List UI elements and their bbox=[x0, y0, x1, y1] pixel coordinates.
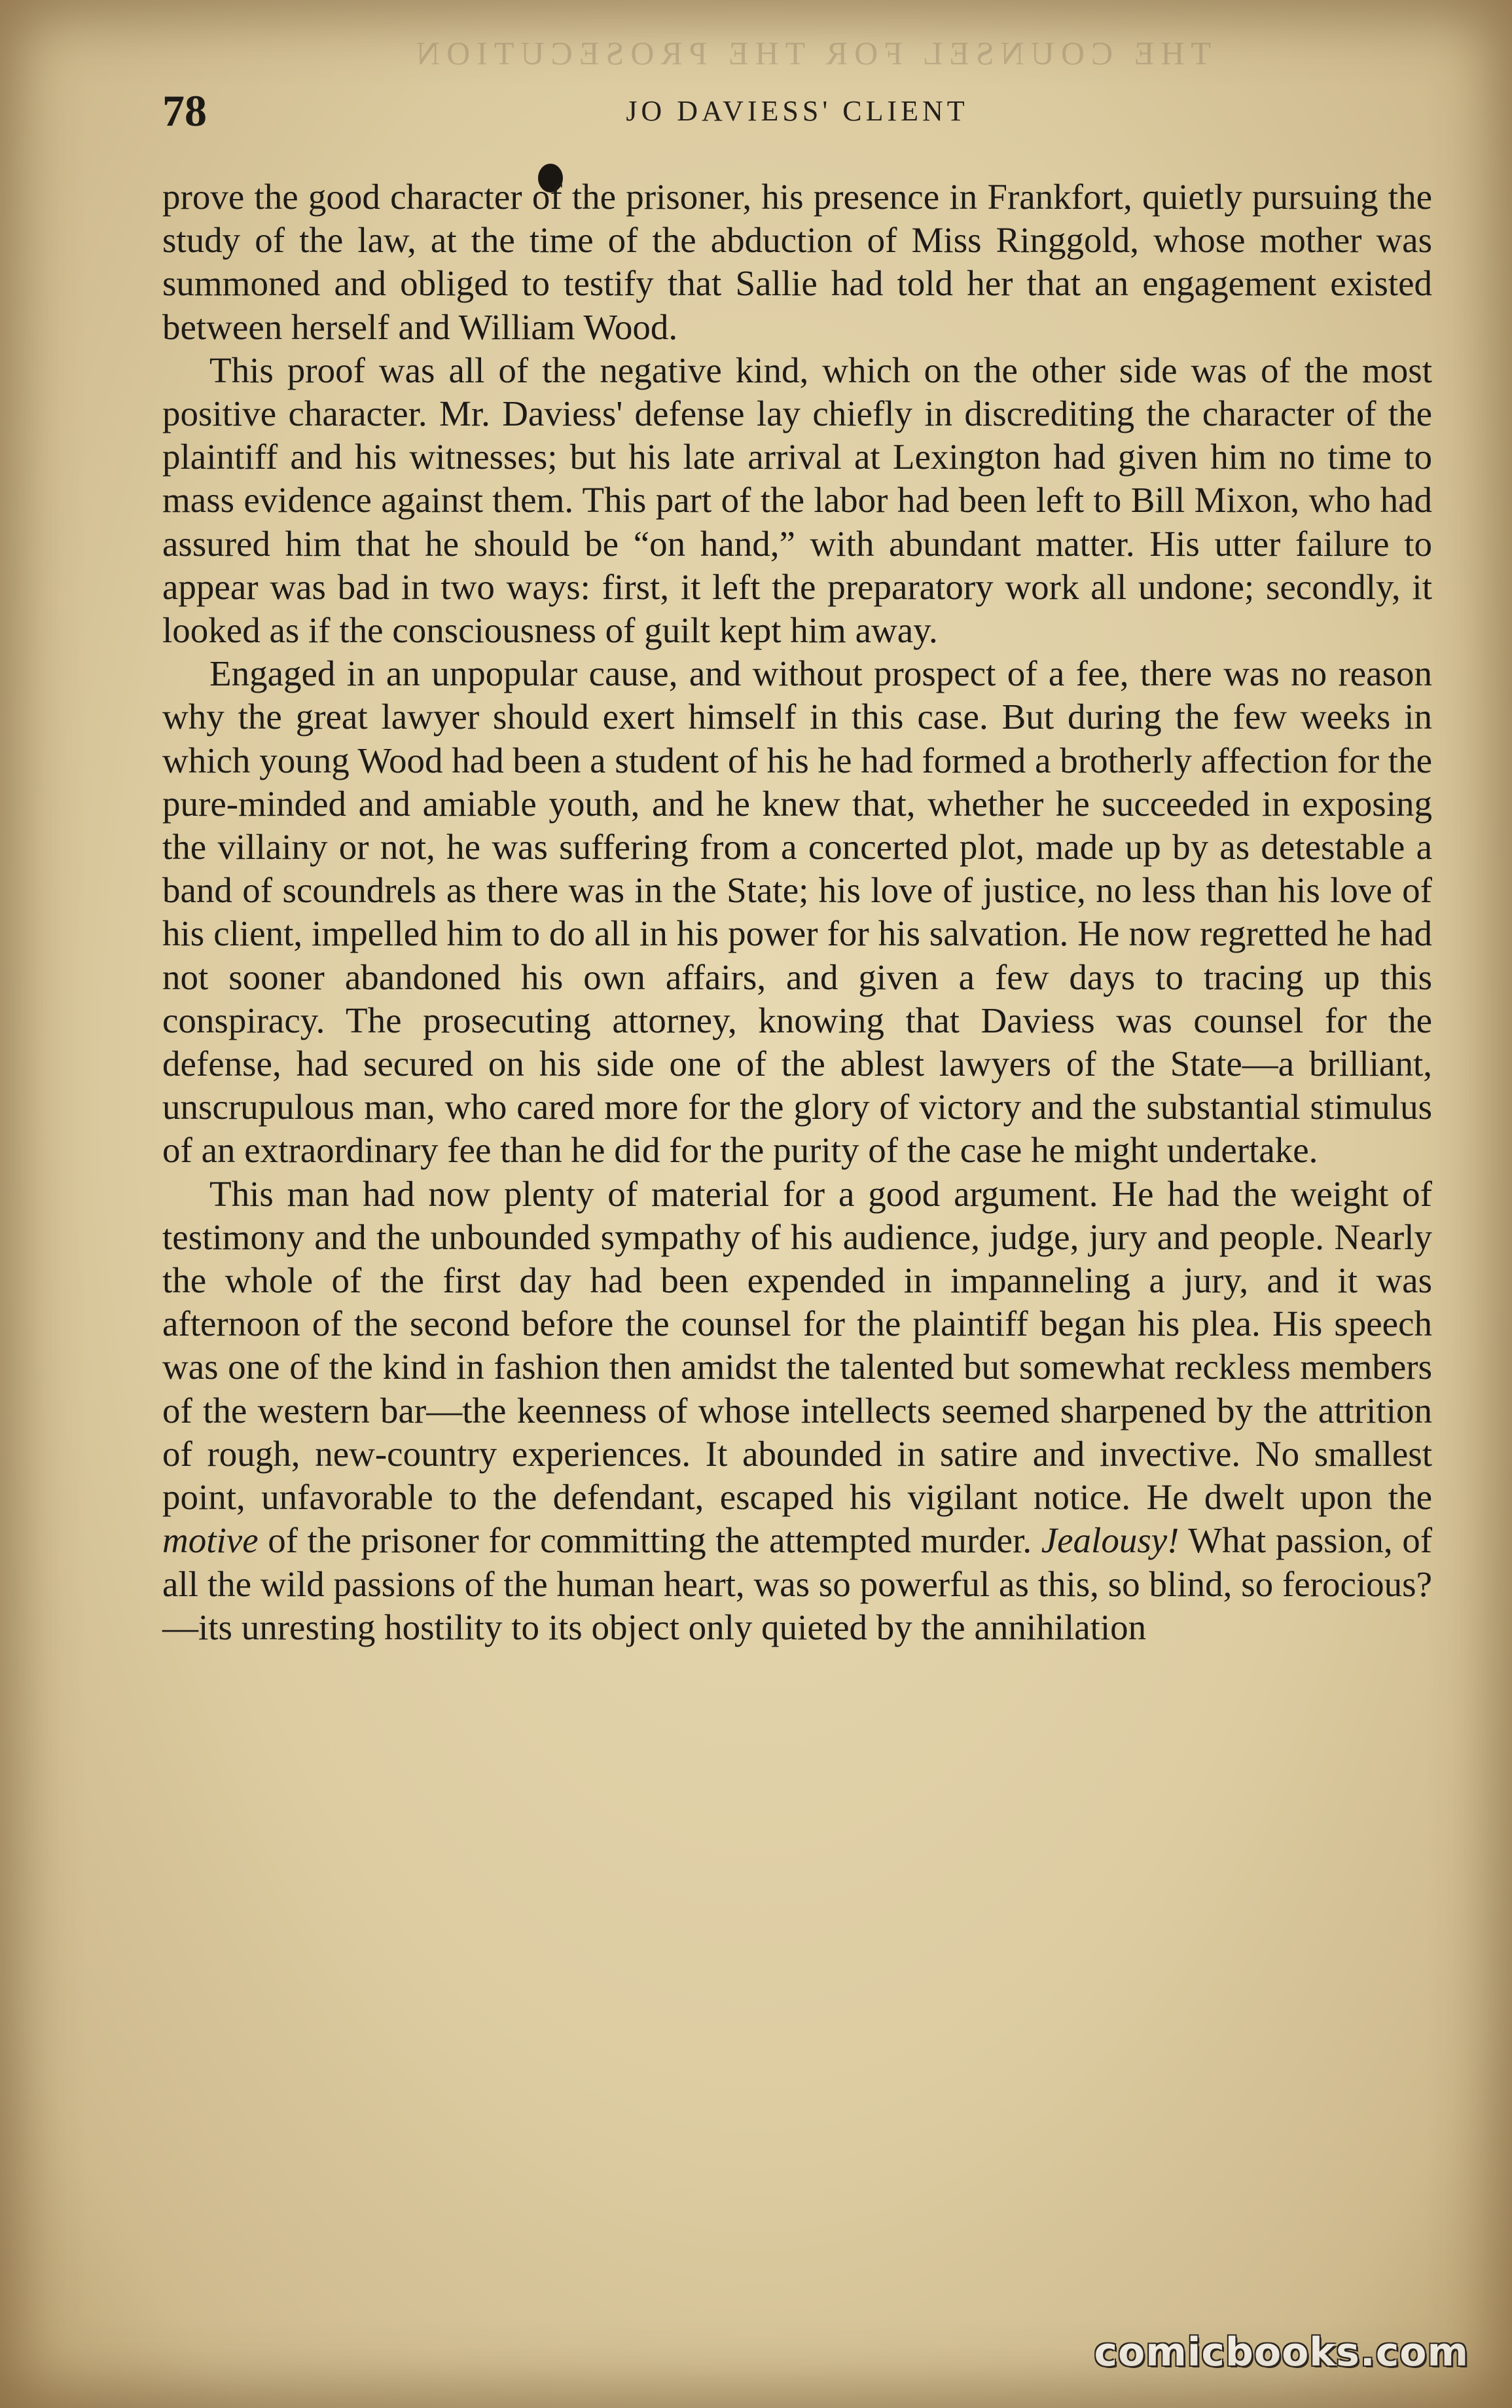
paragraph-4-text: This man had now plenty of material for a good argument. He had the weight of testimony and the unbounded sympathy of his audience, judge, jury and people. Nearly the whole of the first day had been expended in impanneling a jury, and it was afternoon of the second before the counsel for the plaintiff began his plea. His speech was one of the kind in fashion then amidst the talented but somewhat reckless members of the western bar—the keenness of whose intellects seemed sharpened by the attrition of rough, new-country experiences. It abounded in satire and invective. No smallest point, unfavorable to the defendant, escaped his vigilant notice. He dwelt upon the bbox=[162, 1173, 1432, 1518]
paragraph-4 bbox=[162, 1173, 1432, 1649]
italic-motive: motive bbox=[162, 1520, 259, 1561]
paragraph-1: prove the good character of the prisoner, his presence in Frankfort, quietly pursuing the study of the law, at the time of the abduction of Miss Ringgold, whose mother was summoned and obliged to testify that Sallie had told her that an engagement existed between herself and William Wood. bbox=[162, 177, 1432, 347]
page-header bbox=[162, 85, 1432, 137]
paragraph-4-tail: What passion, of all the wild passions of the human heart, was so powerful as this, so blind, so ferocious?—its unresting hostility to its object only quieted by the annihilation bbox=[162, 1520, 1433, 1647]
running-title: JO DAVIESS' CLIENT bbox=[626, 95, 969, 127]
paragraph-2: This proof was all of the negative kind, which on the other side was of the most positive character. Mr. Daviess' defense lay chiefly in discrediting the character of the plaintiff and his witnesses; but his late arrival at Lexington had given him no time to mass evidence against them. This part of the labor had been left to Bill Mixon, who had assured him that he should be “on hand,” with abundant matter. His utter failure to appear was bad in two ways: first, it left the preparatory work all undone; secondly, it looked as if the consciousness of guilt kept him away. bbox=[162, 350, 1432, 651]
body-text bbox=[162, 175, 1432, 1649]
page-number: 78 bbox=[162, 86, 207, 136]
italic-jealousy: Jealousy! bbox=[1041, 1520, 1179, 1561]
site-watermark: comicbooks.com bbox=[1094, 2329, 1469, 2375]
paragraph-3: Engaged in an unpopular cause, and without prospect of a fee, there was no reason why the great lawyer should exert himself in this case. But during the few weeks in which young Wood had been a student of his he had formed a brotherly affection for the pure-minded and amiable youth, and he knew that, whether he succeeded in exposing the villainy or not, he was suffering from a concerted plot, made up by as detestable a band of scoundrels as there was in the State; his love of justice, no less than his love of his client, impelled him to do all in his power for his salvation. He now regretted he had not sooner abandoned his own affairs, and given a few days to tracing up this conspiracy. The prosecuting attorney, knowing that Daviess was counsel for the defense, had secured on his side one of the ablest lawyers of the State—a brilliant, unscrupulous man, who cared more for the glory of victory and the substantial stimulus of an extraordinary fee than he did for the purity of the case he might undertake. bbox=[162, 653, 1432, 1171]
bleed-through-text: THE COUNSEL FOR THE PROSECUTION bbox=[410, 35, 1211, 71]
paragraph-4-mid: of the prisoner for committing the attempted murder. bbox=[268, 1520, 1032, 1561]
